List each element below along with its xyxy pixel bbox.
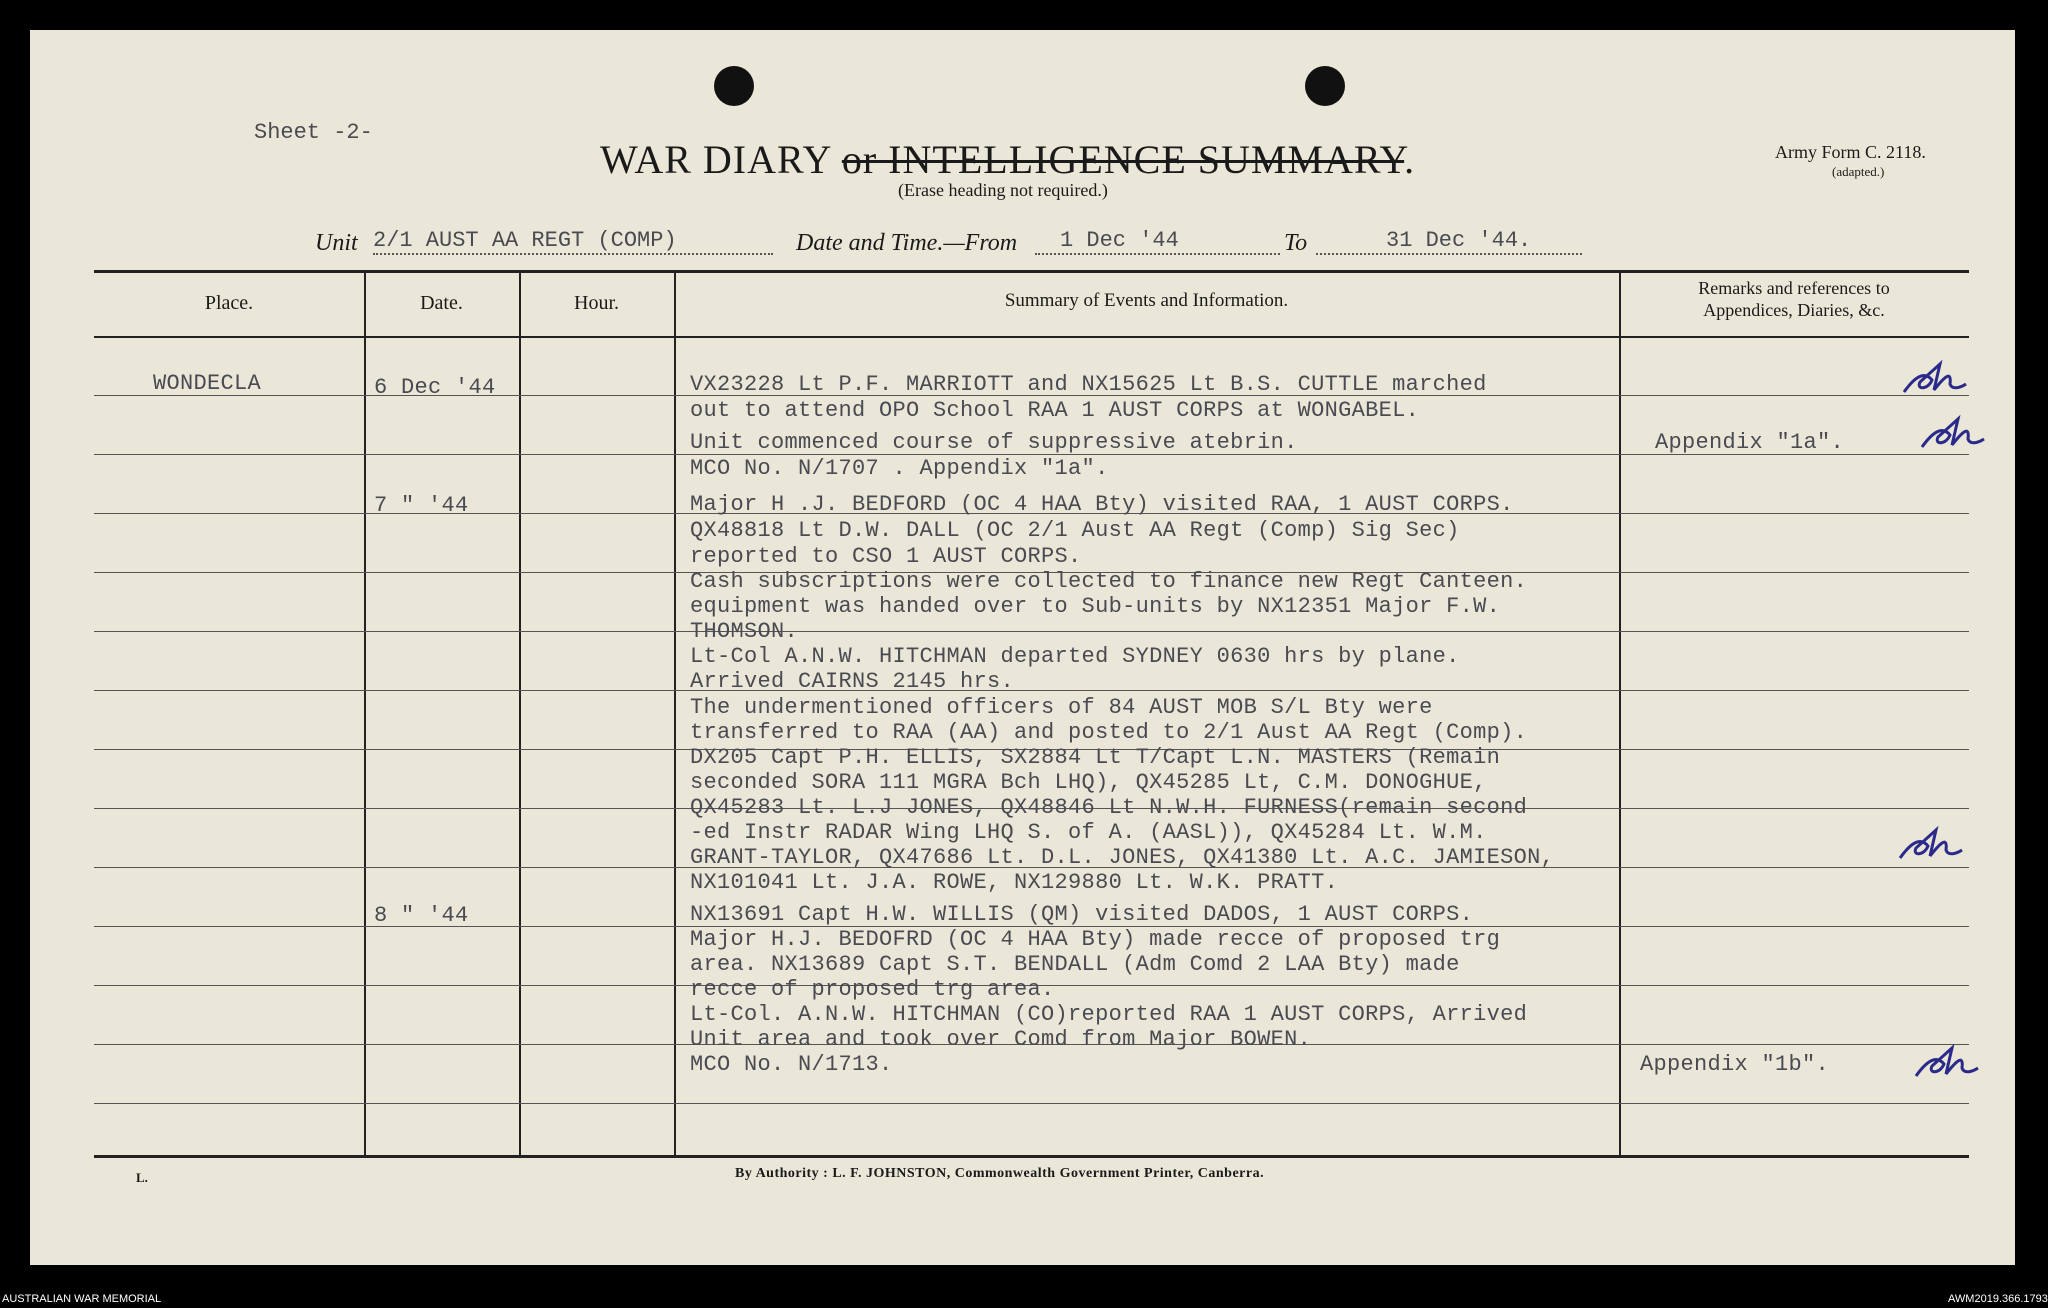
column-divider [674, 270, 676, 1156]
header-hour: Hour. [574, 292, 619, 314]
summary-line: area. NX13689 Capt S.T. BENDALL (Adm Comd 2 LAA Bty) made [690, 952, 1460, 977]
date-entry: 8 " '44 [374, 903, 469, 928]
table-top-border [94, 270, 1969, 273]
diary-page [30, 30, 2015, 1265]
punch-hole [714, 66, 754, 106]
summary-line: The undermentioned officers of 84 AUST MOB S/L Bty were [690, 695, 1433, 720]
summary-line: seconded SORA 111 MGRA Bch LHQ), QX45285 Lt, C.M. DONOGHUE, [690, 770, 1487, 795]
summary-line: Lt-Col. A.N.W. HITCHMAN (CO)reported RAA 1 AUST CORPS, Arrived [690, 1002, 1528, 1027]
row-rule [94, 1103, 1969, 1104]
date-entry: 7 " '44 [374, 493, 469, 518]
summary-line: Major H .J. BEDFORD (OC 4 HAA Bty) visited RAA, 1 AUST CORPS. [690, 492, 1514, 517]
row-rule [94, 631, 1969, 632]
summary-line: Major H.J. BEDOFRD (OC 4 HAA Bty) made recce of proposed trg [690, 927, 1501, 952]
form-title [600, 136, 1415, 183]
summary-line: -ed Instr RADAR Wing LHQ S. of A. (AASL)), QX45284 Lt. W.M. [690, 820, 1487, 845]
header-bottom-rule [94, 336, 1969, 338]
summary-line: out to attend OPO School RAA 1 AUST CORPS at WONGABEL. [690, 398, 1420, 423]
remark-entry: Appendix "1a". [1655, 430, 1845, 455]
title-struck: or INTELLIGENCE SUMMARY [841, 137, 1405, 182]
from-date: 1 Dec '44 [1035, 228, 1280, 255]
summary-line: transferred to RAA (AA) and posted to 2/1 Aust AA Regt (Comp). [690, 720, 1528, 745]
summary-line: DX205 Capt P.H. ELLIS, SX2884 Lt T/Capt L.N. MASTERS (Remain [690, 745, 1501, 770]
summary-line: Arrived CAIRNS 2145 hrs. [690, 669, 1015, 694]
title-period: . [1404, 137, 1416, 182]
punch-hole [1305, 66, 1345, 106]
summary-line: Lt-Col A.N.W. HITCHMAN departed SYDNEY 0630 hrs by plane. [690, 644, 1460, 669]
archive-bar [0, 1292, 2048, 1308]
column-divider [519, 270, 521, 1156]
summary-line: THOMSON. [690, 619, 799, 644]
summary-line: MCO No. N/1707 . Appendix "1a". [690, 456, 1109, 481]
summary-line: QX45283 Lt. L.J JONES, QX48846 Lt N.W.H. FURNESS(remain second [690, 795, 1528, 820]
summary-line: equipment was handed over to Sub-units by NX12351 Major F.W. [690, 594, 1501, 619]
to-date: 31 Dec '44. [1316, 228, 1582, 255]
date-time-label: Date and Time.—From [796, 230, 1018, 256]
row-rule [94, 690, 1969, 691]
form-subtitle: (Erase heading not required.) [898, 180, 1108, 200]
handwritten-initials [1918, 415, 1988, 455]
header-remarks-line2: Appendices, Diaries, &c. [1703, 300, 1885, 320]
unit-label: Unit [315, 230, 358, 256]
summary-line: MCO No. N/1713. [690, 1052, 893, 1077]
header-summary: Summary of Events and Information. [1004, 290, 1289, 311]
summary-line: Unit commenced course of suppressive atebrin. [690, 430, 1298, 455]
header-place: Place. [204, 292, 254, 314]
summary-line: QX48818 Lt D.W. DALL (OC 2/1 Aust AA Regt (Comp) Sig Sec) [690, 518, 1460, 543]
handwritten-initials [1896, 826, 1966, 866]
summary-line: NX101041 Lt. J.A. ROWE, NX129880 Lt. W.K. PRATT. [690, 870, 1339, 895]
column-divider [364, 270, 366, 1156]
column-divider [1619, 270, 1621, 1156]
place-value: WONDECLA [153, 371, 262, 396]
handwritten-initials [1900, 360, 1970, 400]
army-form-number: Army Form C. 2118. [1775, 142, 1926, 162]
header-remarks-line1: Remarks and references to [1698, 278, 1890, 298]
footer-left-mark: L. [136, 1170, 148, 1185]
title-main: WAR DIARY [600, 137, 831, 182]
footer-authority: By Authority : L. F. JOHNSTON, Commonwealth Government Printer, Canberra. [735, 1166, 1265, 1181]
summary-line: NX13691 Capt H.W. WILLIS (QM) visited DADOS, 1 AUST CORPS. [690, 902, 1474, 927]
summary-line: GRANT-TAYLOR, QX47686 Lt. D.L. JONES, QX41380 Lt. A.C. JAMIESON, [690, 845, 1555, 870]
army-form-adapted: (adapted.) [1832, 164, 1885, 179]
archive-name: AUSTRALIAN WAR MEMORIAL [2, 1293, 162, 1305]
remark-entry: Appendix "1b". [1640, 1052, 1830, 1077]
summary-line: Unit area and took over Comd from Major BOWEN. [690, 1027, 1312, 1052]
table-bottom-border [94, 1155, 1969, 1158]
archive-id: AWM2019.366.1793 [1948, 1293, 2048, 1305]
summary-line: VX23228 Lt P.F. MARRIOTT and NX15625 Lt B.S. CUTTLE marched [690, 372, 1487, 397]
header-date: Date. [420, 292, 463, 314]
handwritten-initials [1912, 1044, 1982, 1084]
unit-value: 2/1 AUST AA REGT (COMP) [373, 228, 773, 255]
summary-line: reported to CSO 1 AUST CORPS. [690, 544, 1082, 569]
to-label: To [1284, 230, 1308, 256]
summary-line: Cash subscriptions were collected to finance new Regt Canteen. [690, 569, 1528, 594]
sheet-number: Sheet -2- [254, 120, 373, 145]
date-entry: 6 Dec '44 [374, 375, 496, 400]
summary-line: recce of proposed trg area. [690, 977, 1055, 1002]
